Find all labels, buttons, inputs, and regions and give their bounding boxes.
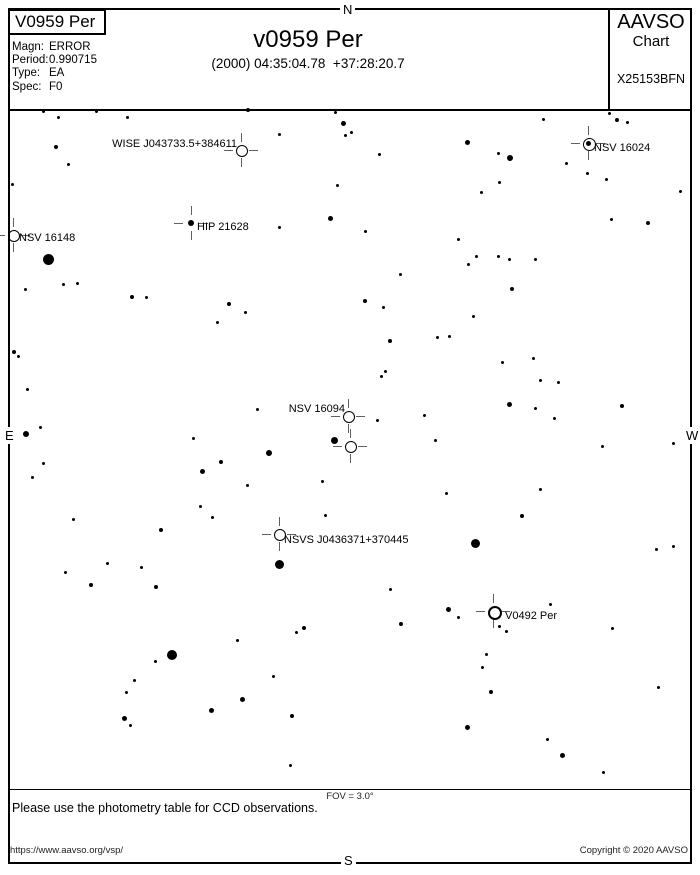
object-label: NSV 16148 [19, 232, 76, 244]
star-dot [446, 607, 451, 612]
star-dot [626, 121, 629, 124]
star-dot [130, 295, 134, 299]
star-dot [209, 708, 214, 713]
compass-east-label: E [2, 427, 17, 444]
star-dot [475, 255, 478, 258]
info-label: Spec: [12, 80, 42, 93]
star-dot [620, 404, 624, 408]
star-dot [501, 361, 504, 364]
star-dot [23, 431, 29, 437]
star-dot [542, 118, 545, 121]
star-dot [42, 462, 45, 465]
star-dot [256, 408, 259, 411]
star-dot [565, 162, 568, 165]
star-dot [434, 439, 437, 442]
star-dot [457, 238, 460, 241]
star-dot [227, 302, 231, 306]
star-dot [557, 381, 560, 384]
marker-tick [249, 150, 258, 151]
marker-tick [350, 429, 351, 438]
star-dot [655, 548, 658, 551]
star-dot [295, 631, 298, 634]
star-dot [76, 282, 79, 285]
star-dot [246, 484, 249, 487]
star-dot [167, 650, 177, 660]
info-label: Magn: [12, 41, 44, 53]
star-dot [302, 626, 306, 630]
star-dot [336, 184, 339, 187]
star-dot [89, 583, 93, 587]
chart-title: v0959 Per [253, 26, 363, 53]
star-dot [266, 450, 272, 456]
star-dot [344, 134, 347, 137]
object-label: NSV 16094 [288, 403, 345, 415]
fov-label: FOV = 3.0° [326, 791, 374, 802]
star-dot [507, 402, 512, 407]
star-dot [489, 690, 493, 694]
star-dot [57, 116, 60, 119]
star-dot [465, 140, 470, 145]
star-dot [192, 437, 195, 440]
object-label: WISE J043733.5+384611 [112, 138, 237, 150]
info-value: F0 [49, 80, 63, 93]
star-dot [159, 528, 163, 532]
marker-tick [588, 151, 589, 160]
star-dot [520, 514, 524, 518]
object-label: NSVS J0436371+370445 [284, 534, 409, 546]
star-dot [602, 771, 605, 774]
star-dot [560, 753, 565, 758]
star-dot [399, 622, 403, 626]
star-dot [436, 336, 439, 339]
star-dot [507, 155, 513, 161]
chart-id: X25153BFN [616, 72, 686, 86]
star-dot [497, 152, 500, 155]
star-dot [472, 315, 475, 318]
star-dot [350, 131, 353, 134]
brand-name: AAVSO [617, 11, 685, 33]
star-dot [244, 311, 247, 314]
star-dot [219, 460, 223, 464]
star-dot [457, 616, 460, 619]
star-dot [601, 445, 604, 448]
marker-tick [358, 446, 367, 447]
star-dot [154, 660, 157, 663]
star-dot [498, 181, 501, 184]
marker-tick [0, 235, 5, 236]
star-dot [384, 370, 387, 373]
star-dot [11, 183, 14, 186]
star-dot [145, 296, 148, 299]
star-dot [510, 287, 514, 291]
star-dot [423, 414, 426, 417]
star-dot [672, 442, 675, 445]
marker-tick [191, 206, 192, 215]
marker-tick [350, 454, 351, 463]
star-dot [364, 230, 367, 233]
chart-coordinates: (2000) 04:35:04.78 +37:28:20.7 [211, 56, 405, 71]
star-dot [199, 505, 202, 508]
marker-tick [279, 517, 280, 526]
star-dot [122, 716, 127, 721]
star-dot [539, 379, 542, 382]
star-dot [216, 321, 219, 324]
star-dot [54, 145, 58, 149]
star-dot [328, 216, 333, 221]
star-dot [133, 679, 136, 682]
star-dot [289, 764, 292, 767]
object-label: V0492 Per [505, 610, 557, 622]
star-dot [154, 585, 158, 589]
star-dot [608, 112, 611, 115]
star-dot [43, 254, 54, 265]
marker-tick [356, 416, 365, 417]
star-dot [95, 110, 98, 113]
star-dot [485, 653, 488, 656]
star-dot [380, 375, 383, 378]
star-dot [498, 625, 501, 628]
star-dot [321, 480, 324, 483]
info-label: Period: [12, 54, 49, 67]
star-dot [388, 339, 392, 343]
marker-tick [331, 416, 340, 417]
compass-south-label: S [341, 852, 356, 869]
marker-tick [333, 446, 342, 447]
star-dot [389, 588, 392, 591]
star-dot [497, 255, 500, 258]
star-dot [17, 355, 20, 358]
star-dot [382, 306, 385, 309]
object-label: NSV 16024 [594, 142, 651, 154]
star-dot [679, 190, 682, 193]
star-dot [611, 627, 614, 630]
star-dot [26, 388, 29, 391]
compass-west-label: W [683, 427, 700, 444]
star-dot [646, 221, 650, 225]
target-name-box: V0959 Per [8, 9, 106, 35]
star-dot [376, 419, 379, 422]
star-dot [508, 258, 511, 261]
star-dot [448, 335, 451, 338]
star-dot [539, 488, 542, 491]
star-dot [546, 738, 549, 741]
star-dot [471, 539, 480, 548]
star-dot [605, 178, 608, 181]
star-dot [331, 437, 338, 444]
star-dot [481, 666, 484, 669]
comp-star-marker-circle [488, 606, 502, 620]
comp-star-marker-dot [188, 220, 194, 226]
star-dot [211, 516, 214, 519]
star-dot [586, 172, 589, 175]
marker-tick [348, 424, 349, 433]
marker-tick [241, 133, 242, 142]
star-dot [324, 514, 327, 517]
star-dot [200, 469, 205, 474]
marker-tick [476, 611, 485, 612]
star-dot [610, 218, 613, 221]
star-dot [534, 258, 537, 261]
star-dot [106, 562, 109, 565]
marker-tick [493, 619, 494, 628]
star-dot [549, 603, 552, 606]
star-dot [480, 191, 483, 194]
marker-tick [588, 126, 589, 135]
star-dot [126, 116, 129, 119]
star-dot [399, 273, 402, 276]
info-value: 0.990715 [49, 54, 97, 67]
star-dot [67, 163, 70, 166]
star-dot [278, 133, 281, 136]
star-dot [278, 226, 281, 229]
star-dot [341, 121, 346, 126]
star-dot [236, 639, 239, 642]
star-dot [553, 417, 556, 420]
marker-tick [493, 594, 494, 603]
star-dot [42, 110, 45, 113]
star-dot [290, 714, 294, 718]
marker-tick [241, 158, 242, 167]
star-dot [240, 697, 245, 702]
star-dot [334, 111, 337, 114]
marker-tick [262, 534, 271, 535]
star-dot [62, 283, 65, 286]
star-dot [31, 476, 34, 479]
marker-tick [13, 243, 14, 252]
copyright-text: Copyright © 2020 AAVSO [579, 845, 688, 856]
star-dot [363, 299, 367, 303]
target-marker-circle [345, 441, 357, 453]
marker-tick [348, 399, 349, 408]
info-value: ERROR [49, 41, 91, 53]
marker-tick [174, 223, 183, 224]
star-dot [24, 288, 27, 291]
star-dot [672, 545, 675, 548]
photometry-note: Please use the photometry table for CCD observations. [12, 801, 318, 815]
star-dot [64, 571, 67, 574]
marker-tick [191, 231, 192, 240]
star-dot [272, 675, 275, 678]
star-dot [532, 357, 535, 360]
compass-north-label: N [340, 1, 355, 18]
brand-subtitle: Chart [632, 33, 670, 50]
vsp-url: https://www.aavso.org/vsp/ [10, 845, 123, 856]
star-dot [275, 560, 284, 569]
star-dot [657, 686, 660, 689]
star-dot [129, 724, 132, 727]
star-dot [39, 426, 42, 429]
marker-tick [571, 143, 580, 144]
marker-tick [279, 542, 280, 551]
comp-star-marker-circle [236, 145, 248, 157]
info-label: Type: [12, 67, 41, 80]
star-dot [467, 263, 470, 266]
star-dot [465, 725, 470, 730]
star-dot [615, 118, 619, 122]
marker-tick [13, 218, 14, 227]
star-dot [246, 108, 250, 112]
object-label: HIP 21628 [197, 221, 249, 233]
star-dot [378, 153, 381, 156]
star-dot [125, 691, 128, 694]
star-dot [12, 350, 16, 354]
star-dot [140, 566, 143, 569]
star-dot [505, 630, 508, 633]
star-dot [534, 407, 537, 410]
info-value: EA [49, 67, 65, 80]
star-dot [445, 492, 448, 495]
star-dot [72, 518, 75, 521]
